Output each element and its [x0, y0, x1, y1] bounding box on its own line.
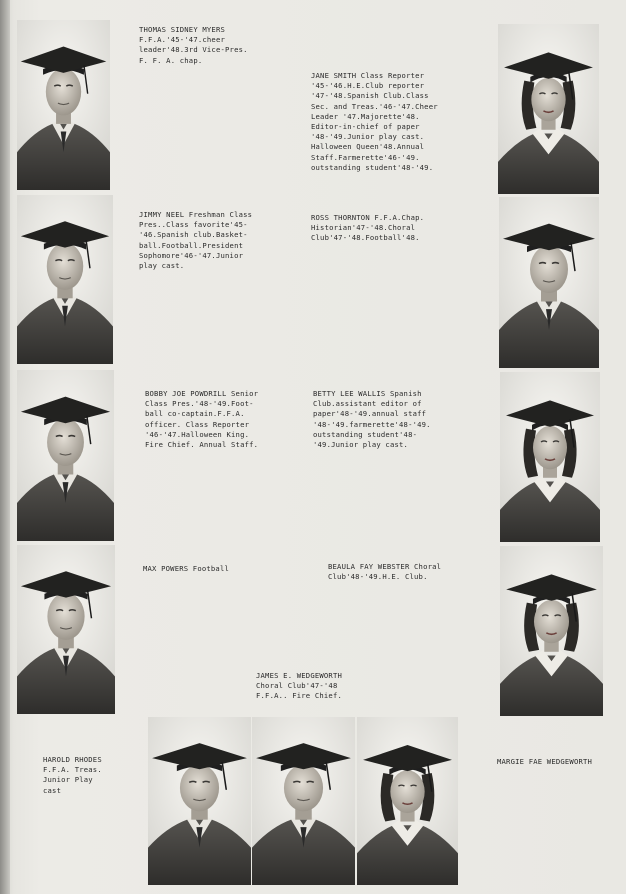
portrait-powdrill: [17, 370, 114, 541]
portrait-powers: [17, 545, 115, 714]
portrait-rhodes: [148, 717, 251, 885]
portrait-wallis: [500, 372, 600, 542]
caption-webster: BEAULA FAY WEBSTER Choral Club'48-'49.H.E. Club.: [328, 562, 442, 582]
caption-myers: THOMAS SIDNEY MYERS F.F.A.'45-'47.cheer leader'48.3rd Vice-Pres. F. F. A. chap.: [139, 25, 248, 65]
caption-wedgeworth-margie: MARGIE FAE WEDGEWORTH: [497, 757, 593, 766]
caption-powdrill: BOBBY JOE POWDRILL Senior Class Pres.'48-'49.Foot- ball co-captain.F.F.A. officer. Class Reporter '46-'47.Halloween King. Fire Chief. Annual Staff.: [145, 389, 259, 450]
portrait-webster: [500, 546, 603, 716]
portrait-myers: [17, 20, 110, 190]
portrait-smith: [498, 24, 599, 194]
caption-neel: JIMMY NEEL Freshman Class Pres..Class favorite'45- '46.Spanish club.Basket- ball.Football.President Sophomore'46-'47.Junior play cast.: [139, 210, 253, 271]
portrait-wedgeworth-james: [252, 717, 355, 885]
portrait-thornton: [499, 197, 599, 368]
page-binding-shadow: [0, 0, 10, 894]
portrait-neel: [17, 195, 113, 364]
portrait-wedgeworth-margie: [357, 717, 458, 885]
caption-thornton: ROSS THORNTON F.F.A.Chap. Historian'47-'48.Choral Club'47-'48.Football'48.: [311, 213, 425, 243]
caption-wedgeworth-james: JAMES E. WEDGEWORTH Choral Club'47-'48 F.F.A.. Fire Chief.: [256, 671, 343, 701]
caption-rhodes: HAROLD RHODES F.F.A. Treas. Junior Play cast: [43, 755, 102, 795]
caption-powers: MAX POWERS Football: [143, 564, 230, 573]
caption-smith: JANE SMITH Class Reporter '45-'46.H.E.Club reporter '47-'48.Spanish Club.Class Sec. and Treas.'46-'47.Cheer Leader '47.Majorette'48. Editor-in-chief of paper '48-'49.Junior play cast. Halloween Queen'48.Annual Staff.Farmerette'46-'49. outstanding student'48-'49.: [311, 71, 438, 172]
caption-wallis: BETTY LEE WALLIS Spanish Club.assistant editor of paper'48-'49.annual staff '48-'49.farmerette'48-'49. outstanding student'48- '49.Junior play cast.: [313, 389, 431, 450]
